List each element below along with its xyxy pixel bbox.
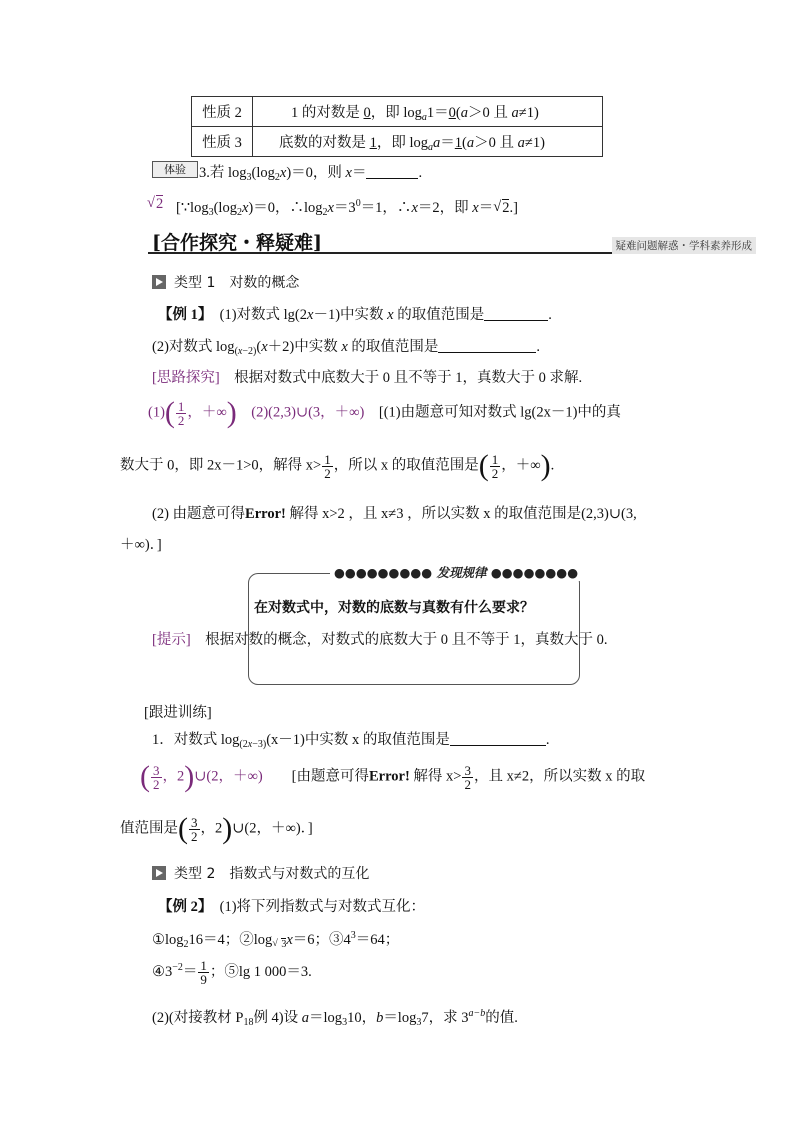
fraction-half: $\frac{1}{2}$ — [177, 398, 185, 428]
table-row — [192, 97, 603, 127]
example2-line1: $①\log_216=4$；②log√ $_3$x＝6；$③4^3=64$； — [152, 928, 399, 950]
example2-q2: (2)(对接教材 $P_{18}$例 4)设 $a=\log_310$，$b=\log_37$，求 $3^{a-b}$的值. — [152, 1008, 518, 1028]
follow-up-q1: 1．对数式 $\log_{(2x-3)}(x-1)$中实数 x 的取值范围是 . — [152, 732, 550, 750]
example1-solution-3: ＋∞)．] — [120, 537, 162, 553]
follow-up-solution: 值范围是( $\frac{3}{2}$ ，2)∪(2，＋∞)．] — [120, 812, 313, 845]
fraction-three-halves: $\frac{3}{2}$ — [464, 762, 471, 792]
fraction-half: $\frac{1}{2}$ — [324, 451, 331, 481]
example1-solution-2: (2) 由题意可得Error! 解得 x>2 ，且 x≠3 ，所以实数 x 的取值范围是(2,3)∪(3, — [152, 506, 637, 522]
type2-title: 类型 2 指数式与对数式的互化 — [174, 866, 370, 882]
type2-heading — [152, 863, 369, 883]
property-label: 性质 2 — [192, 97, 253, 127]
play-triangle-icon — [152, 866, 166, 880]
experience-answer-body: [$\because\log_3(\log_2x)=0$，$\therefore\log_2x=3^0=1$，∴x＝2，即 x＝√ 2.] — [176, 196, 518, 218]
example1-q1: 【例 1】 (1)对数式 lg(2x－1)中实数 x 的取值范围是 . — [158, 307, 552, 323]
property-text: 底数的对数是 1，即 $\log_aa=1(a>0$ 且 a≠1) — [253, 127, 603, 157]
play-triangle-icon — [152, 275, 166, 289]
hint-text: 根据对数式中底数大于 0 且不等于 1，真数大于 0 求解. — [234, 370, 583, 386]
follow-up-tag: [跟进训练] — [144, 705, 212, 721]
example1-label: 【例 1】 — [158, 307, 206, 323]
experience-question: 3.若 $\log_3(\log_2x)=0$，则 x＝ . — [199, 165, 423, 183]
example1-solution-line: 数大于 0，即 2x－1>0，解得 x> $\frac{1}{2}$ ，所以 x 的取值范围是( $\frac{1}{2}$ ，＋∞). — [120, 449, 555, 482]
fraction-three-halves: $\frac{3}{2}$ — [191, 814, 198, 844]
fraction-three-halves: $\frac{3}{2}$ — [153, 762, 160, 792]
example2-label: 【例 2】 — [158, 899, 206, 915]
property-label: 性质 3 — [192, 127, 253, 157]
follow-up-answer: ( $\frac{3}{2}$ ，2)∪(2，＋∞) [由题意可得Error! 解得 x> $\frac{3}{2}$ ，且 x≠2，所以实数 x 的取 — [140, 760, 646, 793]
section-title: [合作探究・释疑难] — [152, 232, 322, 254]
experience-answer-value: √ 2 — [147, 196, 163, 213]
hint-tag: [思路探究] — [152, 370, 220, 386]
error-text: Error! — [369, 768, 410, 785]
table-row — [192, 127, 603, 157]
fraction-one-ninth: $\frac{1}{9}$ — [200, 958, 207, 987]
example2-line2: $④3^{-2}=$ $\frac{1}{9}$ ；⑤lg 1 000＝3. — [152, 958, 312, 987]
example2-q: 【例 2】 (1)将下列指数式与对数式互化： — [158, 899, 426, 915]
rule-question: 在对数式中，对数的底数与真数有什么要求？ — [254, 600, 534, 616]
example1-answer: (1)( $\frac{1}{2}$ ，＋∞) (2)(2,3)∪(3，＋∞) [(1)由题意可知对数式 lg(2x－1)中的真 — [148, 396, 621, 429]
type1-heading — [152, 272, 299, 292]
type1-title: 类型 1 对数的概念 — [174, 275, 300, 291]
rule-box-heading: ●●●●●●●●● 发现规律 ●●●●●●●● — [330, 563, 582, 581]
error-text: Error! — [245, 506, 286, 522]
tip-tag: [提示] — [152, 632, 191, 648]
property-text: 1 的对数是 0，即 $\log_a1=0(a>0$ 且 a≠1) — [253, 97, 603, 127]
section-tag: 疑难问题解惑・学科素养形成 — [612, 237, 757, 254]
example1-hint — [152, 366, 582, 387]
experience-badge: 体验 — [152, 161, 198, 178]
fraction-half: $\frac{1}{2}$ — [491, 451, 499, 481]
property-table — [191, 96, 603, 157]
rule-tip: [提示] 根据对数的概念，对数式的底数大于 0 且不等于 1，真数大于 0. — [152, 632, 608, 648]
example1-q2: (2)对数式 $\log_{(x-2)}(x+2)$中实数 x 的取值范围是 . — [152, 339, 541, 357]
